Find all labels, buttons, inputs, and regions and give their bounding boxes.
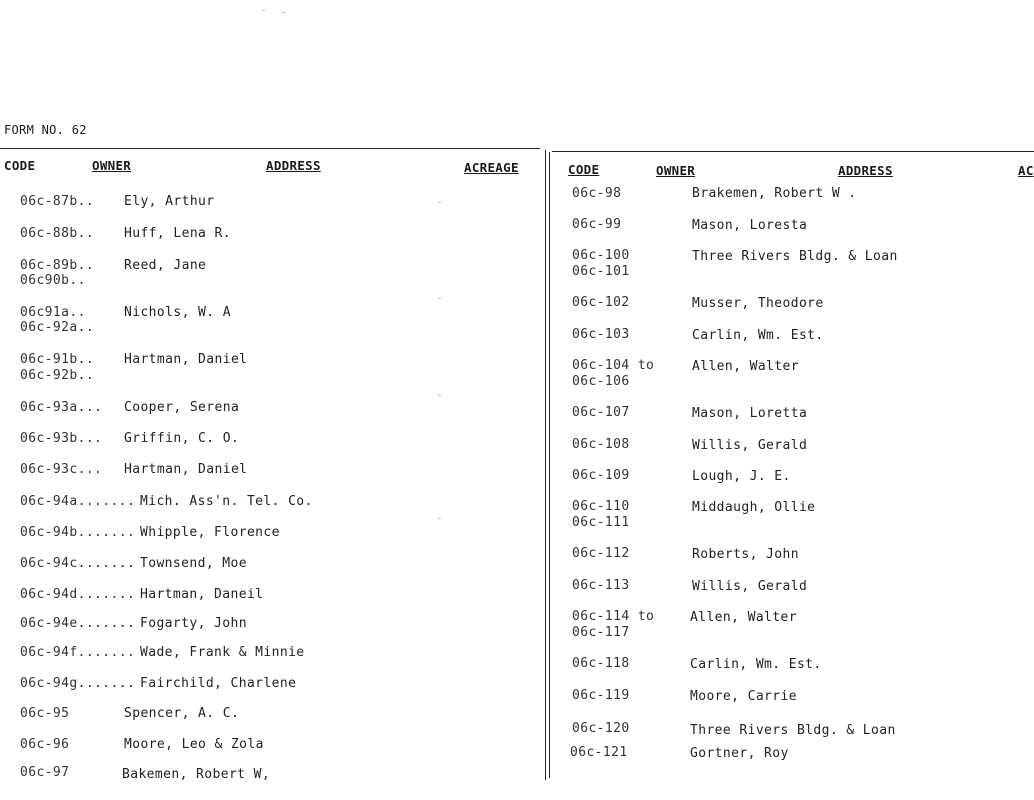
left-row-owner: Nichols, W. A [124,305,231,320]
left-header-owner: OWNER [92,158,132,173]
right-row-owner: Three Rivers Bldg. & Loan [692,249,898,264]
left-row-code: 06c-94f....... [20,645,136,660]
right-row-code: 06c-109 [572,468,630,483]
right-header-owner: OWNER [656,163,696,178]
right-row-owner: Brakemen, Robert W . [692,186,857,201]
right-row-owner: Roberts, John [692,547,799,562]
left-row-code: 06c-94c....... [20,556,136,571]
scan-speck [438,298,441,299]
form-number-label: FORM NO. 62 [4,123,87,137]
left-row-code: 06c-94e....... [20,616,136,631]
left-row-code: 06c-97 [20,765,70,780]
right-row-owner: Lough, J. E. [692,469,791,484]
right-row-owner: Willis, Gerald [692,579,808,594]
right-row-code: 06c-112 [572,546,630,561]
left-row-owner: Hartman, Daniel [124,462,248,477]
left-row-code: 06c-94b....... [20,525,136,540]
column-divider-inner [549,152,550,778]
left-row-owner: Spencer, A. C. [124,706,240,721]
right-row-code-continued: 06c-117 [572,625,630,640]
left-row-owner: Hartman, Daneil [140,587,264,602]
scan-speck [438,518,441,519]
left-row-code-continued: 06c90b.. [20,273,86,288]
left-row-owner: Griffin, C. O. [124,431,240,446]
left-row-code: 06c-91b.. [20,352,95,367]
top-rule-left [0,148,540,149]
left-row-code-continued: 06c-92a.. [20,320,95,335]
right-row-code: 06c-103 [572,327,630,342]
left-row-code: 06c-93c... [20,462,103,477]
left-row-code: 06c-89b.. [20,258,95,273]
right-row-code: 06c-98 [572,186,622,201]
left-row-owner: Fogarty, John [140,616,247,631]
right-header-acreage: AC [1018,163,1034,178]
scan-speck [282,12,285,13]
left-row-owner: Huff, Lena R. [124,226,231,241]
left-row-code: 06c-93a... [20,400,103,415]
right-row-code: 06c-110 [572,499,630,514]
left-row-owner: Moore, Leo & Zola [124,737,264,752]
right-row-code: 06c-107 [572,405,630,420]
left-row-code: 06c-95 [20,706,70,721]
right-row-code: 06c-121 [570,745,628,760]
right-row-owner: Mason, Loretta [692,406,808,421]
right-header-code: CODE [568,162,600,177]
right-row-code: 06c-99 [572,217,622,232]
right-row-code: 06c-104 to [572,358,655,373]
right-row-owner: Carlin, Wm. Est. [692,328,824,343]
right-row-owner: Moore, Carrie [690,689,797,704]
left-row-code: 06c-94a....... [20,494,136,509]
left-header-address: ADDRESS [266,158,321,173]
left-row-owner: Fairchild, Charlene [140,676,297,691]
right-row-owner: Three Rivers Bldg. & Loan [690,723,896,738]
right-row-code: 06c-119 [572,688,630,703]
left-row-owner: Reed, Jane [124,258,207,273]
left-row-owner: Ely, Arthur [124,194,215,209]
right-row-code-continued: 06c-111 [572,515,630,530]
right-row-owner: Allen, Walter [692,359,799,374]
right-row-code: 06c-108 [572,437,630,452]
top-rule-right [552,151,1034,152]
right-row-code-continued: 06c-101 [572,264,630,279]
scan-speck [438,202,441,203]
right-row-owner: Gortner, Roy [690,746,789,761]
left-header-code: CODE [4,158,36,173]
left-row-code: 06c-94d....... [20,587,136,602]
left-row-owner: Hartman, Daniel [124,352,248,367]
right-row-code: 06c-114 to [572,609,655,624]
left-row-code: 06c-93b... [20,431,103,446]
right-row-code-continued: 06c-106 [572,374,630,389]
left-row-owner: Whipple, Florence [140,525,280,540]
left-row-code: 06c91a.. [20,305,86,320]
left-row-code-continued: 06c-92b.. [20,368,95,383]
left-row-owner: Cooper, Serena [124,400,240,415]
left-row-owner: Wade, Frank & Minnie [140,645,305,660]
right-header-address: ADDRESS [838,163,893,178]
right-row-owner: Mason, Loresta [692,218,808,233]
right-row-code: 06c-120 [572,721,630,736]
left-row-owner: Bakemen, Robert W, [122,767,271,782]
right-row-owner: Willis, Gerald [692,438,808,453]
left-row-code: 06c-94g....... [20,676,136,691]
left-row-owner: Townsend, Moe [140,556,247,571]
left-row-code: 06c-96 [20,737,70,752]
left-row-code: 06c-88b.. [20,226,95,241]
right-row-owner: Allen, Walter [690,610,797,625]
scan-speck [438,395,441,396]
right-row-owner: Middaugh, Ollie [692,500,816,515]
column-divider [545,150,546,780]
right-row-code: 06c-102 [572,295,630,310]
right-row-owner: Carlin, Wm. Est. [690,657,822,672]
scan-speck [262,10,265,11]
left-row-owner: Mich. Ass'n. Tel. Co. [140,494,313,509]
left-row-code: 06c-87b.. [20,194,95,209]
right-row-owner: Musser, Theodore [692,296,824,311]
left-header-acreage: ACREAGE [464,160,519,175]
right-row-code: 06c-100 [572,248,630,263]
right-row-code: 06c-113 [572,578,630,593]
right-row-code: 06c-118 [572,656,630,671]
